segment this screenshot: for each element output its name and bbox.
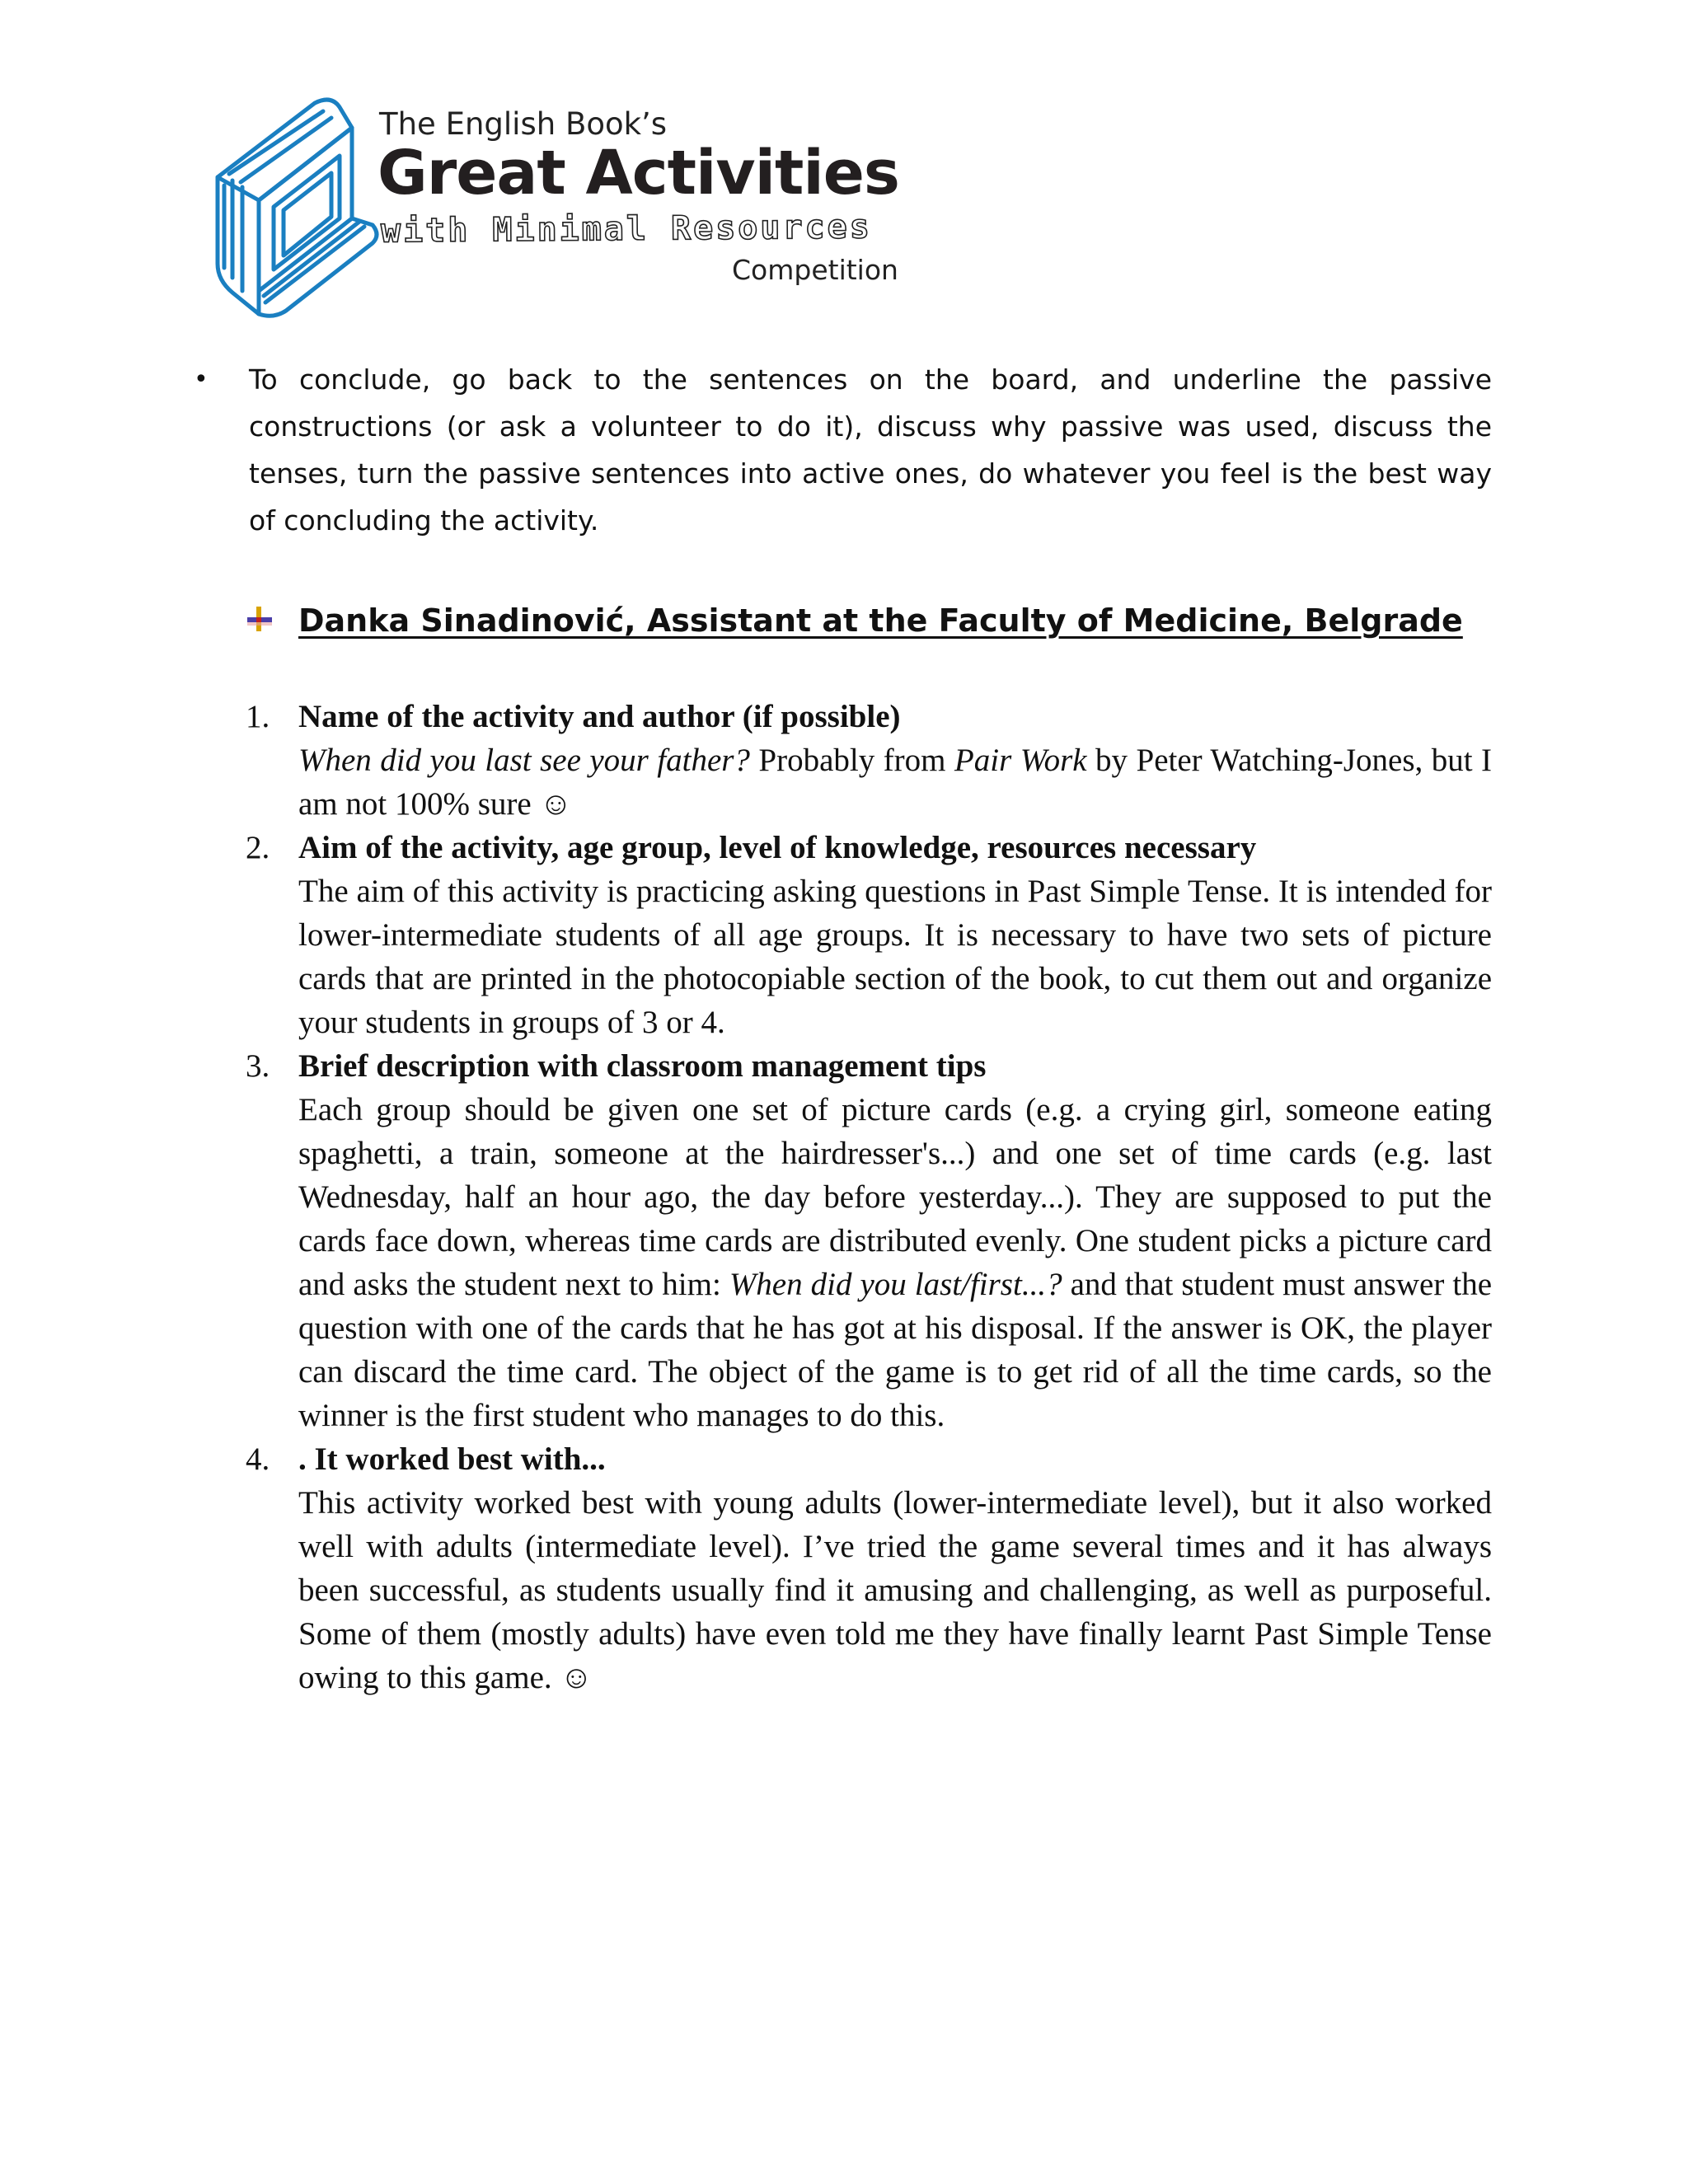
list-item: [246, 1437, 1492, 1699]
body-text: by Peter Watching-Jones, but I am not 100% sure ☺: [298, 743, 1492, 822]
logo-pretitle: The English Book’s: [379, 106, 668, 142]
activity-details-list: [246, 695, 1492, 1699]
body-text: and that student must answer the question with one of the cards that he has got at his disposal. If the answer is OK, the player can discard the time card. The object of the game is to get rid of all the time cards, so the winner is the first student who manages to do this.: [298, 1267, 1492, 1433]
intro-bullet-text: To conclude, go back to the sentences on the board, and underline the passive constructions (or ask a volunteer to do it), discuss why passive was used, discuss the tenses, turn the passive sentences into active ones, do whatever you feel is the best way of concluding the activity.: [249, 363, 1492, 537]
list-number: 4.: [246, 1441, 270, 1477]
body-text: Each group should be given one set of picture cards (e.g. a crying girl, someone eating spaghetti, a train, someone at the hairdresser's...) and one set of time cards (e.g. last Wednesday, half an hour ago, the day before yesterday...). They are supposed to put the cards face down, whereas time cards are distributed evenly. One student picks a picture card and asks the student next to him:: [298, 1092, 1492, 1302]
activity-title: When did you last see your father?: [298, 743, 750, 778]
list-item-body: [298, 738, 1492, 826]
section-heading-text: Danka Sinadinović, Assistant at the Faculty of Medicine, Belgrade: [298, 602, 1463, 639]
list-number: 3.: [246, 1048, 270, 1084]
arrow-bullet-icon: [246, 605, 274, 633]
heading-text: It worked best with...: [314, 1441, 606, 1477]
book-title: Pair Work: [954, 743, 1087, 778]
list-item: [246, 1044, 1492, 1437]
list-item: [246, 695, 1492, 826]
list-item-heading: Name of the activity and author (if possible): [298, 699, 901, 734]
list-item: [246, 826, 1492, 1044]
bullet-symbol: •: [194, 365, 209, 394]
list-item-heading: [298, 1437, 1492, 1481]
body-text: Probably from: [749, 743, 954, 778]
competition-logo: [208, 95, 917, 326]
book-logo-icon: [208, 95, 381, 321]
logo-tag: Competition: [732, 254, 898, 286]
section-heading: [246, 598, 1564, 648]
intro-bullet: [194, 356, 1492, 544]
list-number: 1.: [246, 699, 270, 734]
heading-prefix: .: [298, 1441, 315, 1477]
list-number: 2.: [246, 830, 270, 865]
logo-subtitle: with Minimal Resources: [380, 208, 873, 251]
list-item-body: The aim of this activity is practicing asking questions in Past Simple Tense. It is intended for lower-intermediate students of all age groups. It is necessary to have two sets of picture cards that are printed in the photocopiable section of the book, to cut them out and organize your students in groups of 3 or 4.: [298, 874, 1492, 1040]
question-example: When did you last/first...?: [729, 1267, 1062, 1302]
list-item-body: [298, 1088, 1492, 1437]
logo-title: Great Activities: [377, 138, 899, 209]
list-item-heading: Aim of the activity, age group, level of knowledge, resources necessary: [298, 830, 1257, 865]
list-item-heading: Brief description with classroom management tips: [298, 1048, 987, 1084]
list-item-body: This activity worked best with young adults (lower-intermediate level), but it also worked well with adults (intermediate level). I’ve tried the game several times and it has always been successful, as students usually find it amusing and challenging, as well as purposeful. Some of them (mostly adults) have even told me they have finally learnt Past Simple Tense owing to this game. ☺: [298, 1485, 1492, 1695]
